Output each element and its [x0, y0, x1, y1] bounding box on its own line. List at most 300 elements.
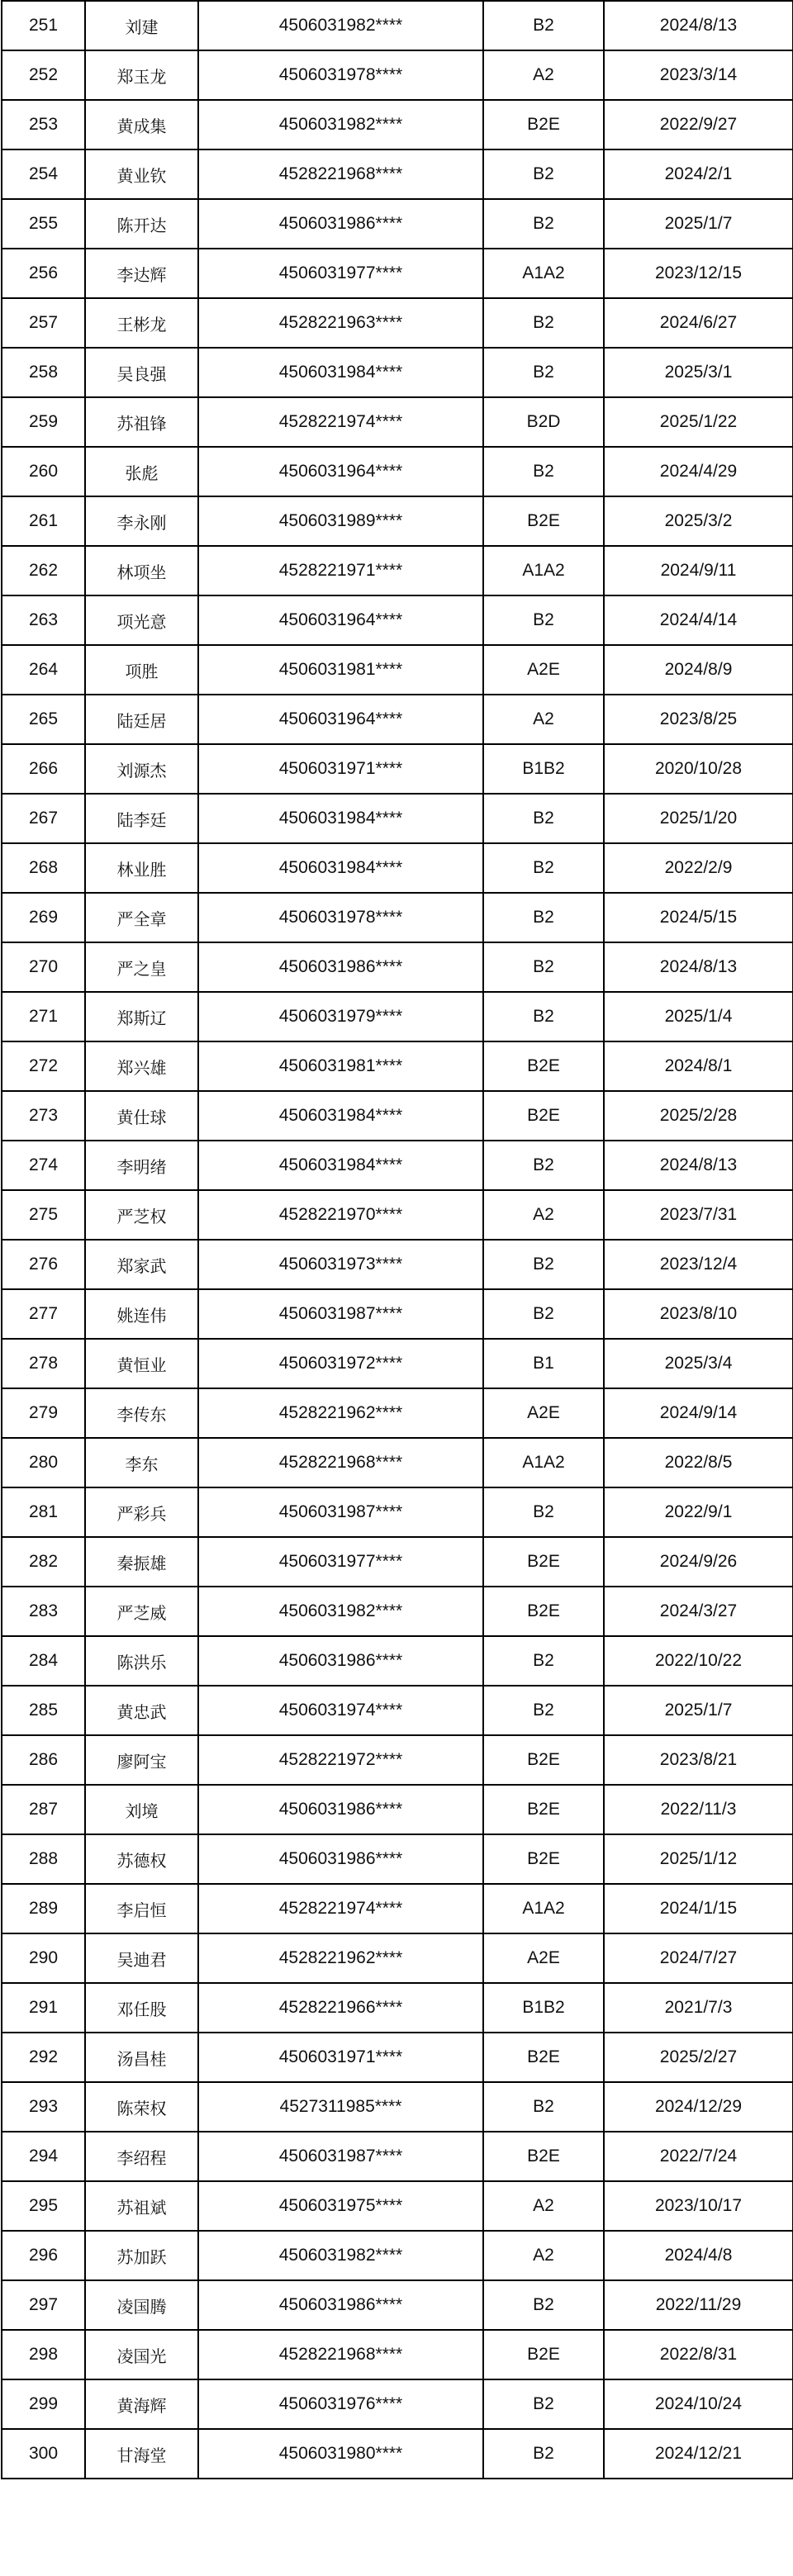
cell-license-class: A1A2 — [483, 249, 604, 298]
cell-index: 284 — [2, 1636, 85, 1686]
table-row — [2, 893, 793, 942]
cell-index: 259 — [2, 397, 85, 447]
cell-id-number: 4506031984**** — [198, 1091, 483, 1141]
table-row — [2, 595, 793, 645]
cell-index: 280 — [2, 1438, 85, 1487]
cell-id-number: 4506031984**** — [198, 348, 483, 397]
cell-date: 2025/3/1 — [604, 348, 793, 397]
table-row — [2, 942, 793, 992]
cell-id-number: 4506031984**** — [198, 794, 483, 843]
cell-license-class: B2E — [483, 1587, 604, 1636]
cell-license-class: B2 — [483, 1686, 604, 1735]
cell-license-class: A1A2 — [483, 1884, 604, 1933]
table-row — [2, 2231, 793, 2280]
cell-license-class: B2 — [483, 992, 604, 1041]
cell-name: 陈开达 — [85, 199, 198, 249]
cell-license-class: B2 — [483, 1487, 604, 1537]
cell-date: 2022/11/29 — [604, 2280, 793, 2330]
cell-name: 严芝威 — [85, 1587, 198, 1636]
cell-name: 刘建 — [85, 1, 198, 50]
cell-license-class: B2E — [483, 1091, 604, 1141]
cell-license-class: B2 — [483, 149, 604, 199]
cell-id-number: 4506031982**** — [198, 1, 483, 50]
cell-index: 281 — [2, 1487, 85, 1537]
cell-name: 陆李廷 — [85, 794, 198, 843]
table-row — [2, 546, 793, 595]
cell-index: 271 — [2, 992, 85, 1041]
cell-license-class: A2E — [483, 645, 604, 695]
cell-id-number: 4506031971**** — [198, 744, 483, 794]
cell-date: 2021/7/3 — [604, 1983, 793, 2033]
cell-date: 2024/6/27 — [604, 298, 793, 348]
cell-id-number: 4506031986**** — [198, 1636, 483, 1686]
table-row — [2, 1339, 793, 1388]
cell-name: 姚连伟 — [85, 1289, 198, 1339]
cell-index: 252 — [2, 50, 85, 100]
cell-license-class: B2E — [483, 1537, 604, 1587]
cell-license-class: B2 — [483, 1636, 604, 1686]
records-table-body — [2, 1, 793, 2479]
cell-license-class: B2 — [483, 2280, 604, 2330]
table-row — [2, 1983, 793, 2033]
table-row — [2, 2330, 793, 2379]
table-row — [2, 1041, 793, 1091]
cell-name: 李永刚 — [85, 496, 198, 546]
cell-date: 2022/9/27 — [604, 100, 793, 149]
table-row — [2, 1933, 793, 1983]
table-row — [2, 1240, 793, 1289]
cell-name: 郑家武 — [85, 1240, 198, 1289]
cell-index: 287 — [2, 1785, 85, 1834]
cell-license-class: B2 — [483, 893, 604, 942]
table-row — [2, 1, 793, 50]
cell-name: 张彪 — [85, 447, 198, 496]
cell-id-number: 4506031986**** — [198, 2280, 483, 2330]
cell-id-number: 4506031964**** — [198, 595, 483, 645]
table-row — [2, 2033, 793, 2082]
cell-index: 272 — [2, 1041, 85, 1091]
cell-date: 2024/9/14 — [604, 1388, 793, 1438]
cell-index: 257 — [2, 298, 85, 348]
cell-id-number: 4506031964**** — [198, 447, 483, 496]
cell-license-class: B2 — [483, 2082, 604, 2132]
cell-license-class: A2 — [483, 2181, 604, 2231]
cell-license-class: B2E — [483, 1735, 604, 1785]
cell-date: 2020/10/28 — [604, 744, 793, 794]
cell-index: 267 — [2, 794, 85, 843]
cell-name: 廖阿宝 — [85, 1735, 198, 1785]
cell-index: 270 — [2, 942, 85, 992]
cell-name: 项胜 — [85, 645, 198, 695]
table-row — [2, 199, 793, 249]
cell-date: 2022/10/22 — [604, 1636, 793, 1686]
cell-license-class: B2E — [483, 2132, 604, 2181]
cell-license-class: B2 — [483, 298, 604, 348]
table-row — [2, 1537, 793, 1587]
cell-id-number: 4506031982**** — [198, 2231, 483, 2280]
cell-id-number: 4506031984**** — [198, 1141, 483, 1190]
table-row — [2, 2429, 793, 2479]
cell-id-number: 4506031975**** — [198, 2181, 483, 2231]
cell-name: 凌国光 — [85, 2330, 198, 2379]
cell-index: 295 — [2, 2181, 85, 2231]
cell-id-number: 4506031974**** — [198, 1686, 483, 1735]
cell-index: 261 — [2, 496, 85, 546]
table-row — [2, 843, 793, 893]
cell-date: 2023/10/17 — [604, 2181, 793, 2231]
cell-id-number: 4506031987**** — [198, 1289, 483, 1339]
table-row — [2, 1438, 793, 1487]
cell-id-number: 4527311985**** — [198, 2082, 483, 2132]
cell-id-number: 4506031976**** — [198, 2379, 483, 2429]
cell-date: 2024/4/29 — [604, 447, 793, 496]
cell-id-number: 4506031986**** — [198, 1834, 483, 1884]
cell-id-number: 4506031972**** — [198, 1339, 483, 1388]
cell-license-class: B2 — [483, 1, 604, 50]
cell-name: 林业胜 — [85, 843, 198, 893]
table-row — [2, 1686, 793, 1735]
cell-name: 李绍程 — [85, 2132, 198, 2181]
cell-index: 254 — [2, 149, 85, 199]
cell-id-number: 4506031979**** — [198, 992, 483, 1041]
table-row — [2, 249, 793, 298]
cell-date: 2024/5/15 — [604, 893, 793, 942]
cell-name: 郑兴雄 — [85, 1041, 198, 1091]
cell-id-number: 4528221972**** — [198, 1735, 483, 1785]
table-row — [2, 1735, 793, 1785]
cell-id-number: 4506031971**** — [198, 2033, 483, 2082]
table-row — [2, 149, 793, 199]
cell-id-number: 4506031964**** — [198, 695, 483, 744]
table-row — [2, 2280, 793, 2330]
cell-license-class: B2E — [483, 2033, 604, 2082]
table-row — [2, 1388, 793, 1438]
cell-date: 2025/1/12 — [604, 1834, 793, 1884]
cell-license-class: B2D — [483, 397, 604, 447]
cell-date: 2022/8/5 — [604, 1438, 793, 1487]
cell-license-class: B2E — [483, 1785, 604, 1834]
cell-date: 2023/8/10 — [604, 1289, 793, 1339]
cell-index: 251 — [2, 1, 85, 50]
cell-name: 林项坐 — [85, 546, 198, 595]
cell-name: 凌国腾 — [85, 2280, 198, 2330]
table-row — [2, 1785, 793, 1834]
table-row — [2, 992, 793, 1041]
cell-license-class: A1A2 — [483, 546, 604, 595]
cell-date: 2023/3/14 — [604, 50, 793, 100]
cell-name: 严彩兵 — [85, 1487, 198, 1537]
cell-id-number: 4528221974**** — [198, 1884, 483, 1933]
cell-date: 2023/8/25 — [604, 695, 793, 744]
cell-license-class: B2 — [483, 942, 604, 992]
cell-license-class: B2 — [483, 447, 604, 496]
cell-license-class: B2 — [483, 2429, 604, 2479]
cell-id-number: 4506031986**** — [198, 199, 483, 249]
cell-name: 陈洪乐 — [85, 1636, 198, 1686]
cell-id-number: 4506031982**** — [198, 100, 483, 149]
cell-id-number: 4506031981**** — [198, 1041, 483, 1091]
cell-name: 项光意 — [85, 595, 198, 645]
cell-index: 262 — [2, 546, 85, 595]
cell-date: 2023/12/15 — [604, 249, 793, 298]
table-row — [2, 447, 793, 496]
cell-index: 296 — [2, 2231, 85, 2280]
cell-index: 260 — [2, 447, 85, 496]
cell-id-number: 4528221963**** — [198, 298, 483, 348]
cell-license-class: B2 — [483, 1141, 604, 1190]
cell-license-class: A1A2 — [483, 1438, 604, 1487]
cell-id-number: 4506031986**** — [198, 942, 483, 992]
cell-index: 293 — [2, 2082, 85, 2132]
cell-name: 吴迪君 — [85, 1933, 198, 1983]
cell-date: 2022/2/9 — [604, 843, 793, 893]
cell-index: 253 — [2, 100, 85, 149]
cell-date: 2024/4/8 — [604, 2231, 793, 2280]
cell-date: 2024/9/26 — [604, 1537, 793, 1587]
cell-license-class: B2E — [483, 1834, 604, 1884]
cell-license-class: B2 — [483, 2379, 604, 2429]
table-row — [2, 397, 793, 447]
cell-index: 268 — [2, 843, 85, 893]
cell-id-number: 4528221974**** — [198, 397, 483, 447]
table-row — [2, 695, 793, 744]
table-row — [2, 1884, 793, 1933]
cell-index: 266 — [2, 744, 85, 794]
cell-index: 256 — [2, 249, 85, 298]
cell-date: 2025/1/7 — [604, 1686, 793, 1735]
cell-date: 2022/11/3 — [604, 1785, 793, 1834]
cell-id-number: 4528221970**** — [198, 1190, 483, 1240]
cell-license-class: A2 — [483, 695, 604, 744]
cell-license-class: B2 — [483, 199, 604, 249]
cell-date: 2025/3/2 — [604, 496, 793, 546]
cell-id-number: 4506031977**** — [198, 1537, 483, 1587]
cell-index: 288 — [2, 1834, 85, 1884]
cell-id-number: 4506031987**** — [198, 2132, 483, 2181]
cell-name: 黄业钦 — [85, 149, 198, 199]
cell-name: 严之皇 — [85, 942, 198, 992]
cell-id-number: 4506031982**** — [198, 1587, 483, 1636]
table-row — [2, 1636, 793, 1686]
cell-license-class: B2 — [483, 794, 604, 843]
cell-date: 2024/1/15 — [604, 1884, 793, 1933]
cell-index: 297 — [2, 2280, 85, 2330]
cell-name: 李启恒 — [85, 1884, 198, 1933]
cell-index: 273 — [2, 1091, 85, 1141]
cell-index: 285 — [2, 1686, 85, 1735]
cell-id-number: 4528221968**** — [198, 149, 483, 199]
cell-date: 2024/12/21 — [604, 2429, 793, 2479]
cell-date: 2025/1/7 — [604, 199, 793, 249]
cell-index: 290 — [2, 1933, 85, 1983]
cell-id-number: 4528221962**** — [198, 1388, 483, 1438]
cell-index: 264 — [2, 645, 85, 695]
cell-index: 274 — [2, 1141, 85, 1190]
cell-id-number: 4506031981**** — [198, 645, 483, 695]
cell-date: 2022/7/24 — [604, 2132, 793, 2181]
cell-id-number: 4506031978**** — [198, 50, 483, 100]
cell-name: 苏祖锋 — [85, 397, 198, 447]
cell-index: 275 — [2, 1190, 85, 1240]
records-table — [1, 0, 793, 2479]
cell-name: 苏德权 — [85, 1834, 198, 1884]
cell-index: 277 — [2, 1289, 85, 1339]
table-row — [2, 744, 793, 794]
table-row — [2, 1289, 793, 1339]
cell-date: 2024/3/27 — [604, 1587, 793, 1636]
cell-license-class: A2 — [483, 2231, 604, 2280]
cell-license-class: B2E — [483, 2330, 604, 2379]
cell-index: 269 — [2, 893, 85, 942]
table-row — [2, 1587, 793, 1636]
cell-date: 2022/9/1 — [604, 1487, 793, 1537]
table-row — [2, 496, 793, 546]
table-row — [2, 794, 793, 843]
cell-id-number: 4506031977**** — [198, 249, 483, 298]
cell-index: 276 — [2, 1240, 85, 1289]
table-row — [2, 100, 793, 149]
cell-index: 263 — [2, 595, 85, 645]
table-row — [2, 2181, 793, 2231]
cell-id-number: 4506031973**** — [198, 1240, 483, 1289]
cell-date: 2023/8/21 — [604, 1735, 793, 1785]
table-row — [2, 2132, 793, 2181]
cell-date: 2024/8/1 — [604, 1041, 793, 1091]
cell-license-class: B1B2 — [483, 744, 604, 794]
cell-id-number: 4506031978**** — [198, 893, 483, 942]
cell-id-number: 4506031987**** — [198, 1487, 483, 1537]
cell-name: 黄忠武 — [85, 1686, 198, 1735]
table-row — [2, 1834, 793, 1884]
cell-date: 2024/8/9 — [604, 645, 793, 695]
cell-license-class: A2E — [483, 1388, 604, 1438]
table-row — [2, 298, 793, 348]
cell-date: 2024/9/11 — [604, 546, 793, 595]
cell-date: 2025/1/20 — [604, 794, 793, 843]
cell-id-number: 4506031989**** — [198, 496, 483, 546]
cell-name: 秦振雄 — [85, 1537, 198, 1587]
cell-date: 2024/7/27 — [604, 1933, 793, 1983]
cell-name: 汤昌桂 — [85, 2033, 198, 2082]
cell-license-class: B1B2 — [483, 1983, 604, 2033]
cell-id-number: 4528221968**** — [198, 1438, 483, 1487]
cell-id-number: 4506031980**** — [198, 2429, 483, 2479]
cell-license-class: B2 — [483, 348, 604, 397]
cell-date: 2022/8/31 — [604, 2330, 793, 2379]
cell-name: 黄海辉 — [85, 2379, 198, 2429]
cell-date: 2024/4/14 — [604, 595, 793, 645]
table-row — [2, 348, 793, 397]
cell-name: 严芝权 — [85, 1190, 198, 1240]
table-row — [2, 2082, 793, 2132]
cell-name: 李达辉 — [85, 249, 198, 298]
cell-date: 2025/1/4 — [604, 992, 793, 1041]
cell-id-number: 4528221966**** — [198, 1983, 483, 2033]
cell-date: 2025/2/27 — [604, 2033, 793, 2082]
cell-name: 陆廷居 — [85, 695, 198, 744]
cell-license-class: B2 — [483, 1289, 604, 1339]
table-row — [2, 1190, 793, 1240]
cell-name: 甘海堂 — [85, 2429, 198, 2479]
cell-index: 291 — [2, 1983, 85, 2033]
cell-name: 郑斯辽 — [85, 992, 198, 1041]
table-row — [2, 1141, 793, 1190]
cell-index: 283 — [2, 1587, 85, 1636]
cell-license-class: B2E — [483, 1041, 604, 1091]
cell-index: 300 — [2, 2429, 85, 2479]
cell-license-class: B2 — [483, 595, 604, 645]
cell-name: 苏祖斌 — [85, 2181, 198, 2231]
cell-license-class: B2E — [483, 100, 604, 149]
cell-name: 邓任股 — [85, 1983, 198, 2033]
cell-license-class: B2 — [483, 843, 604, 893]
cell-index: 282 — [2, 1537, 85, 1587]
cell-index: 265 — [2, 695, 85, 744]
cell-id-number: 4528221962**** — [198, 1933, 483, 1983]
cell-date: 2025/3/4 — [604, 1339, 793, 1388]
cell-name: 苏加跃 — [85, 2231, 198, 2280]
cell-date: 2024/8/13 — [604, 1141, 793, 1190]
cell-date: 2023/12/4 — [604, 1240, 793, 1289]
cell-date: 2024/12/29 — [604, 2082, 793, 2132]
cell-date: 2024/8/13 — [604, 1, 793, 50]
cell-id-number: 4506031986**** — [198, 1785, 483, 1834]
cell-date: 2024/8/13 — [604, 942, 793, 992]
cell-id-number: 4528221971**** — [198, 546, 483, 595]
table-row — [2, 1091, 793, 1141]
cell-index: 258 — [2, 348, 85, 397]
cell-name: 王彬龙 — [85, 298, 198, 348]
cell-index: 278 — [2, 1339, 85, 1388]
cell-name: 李明绪 — [85, 1141, 198, 1190]
cell-index: 299 — [2, 2379, 85, 2429]
cell-date: 2025/1/22 — [604, 397, 793, 447]
cell-name: 刘源杰 — [85, 744, 198, 794]
cell-id-number: 4528221968**** — [198, 2330, 483, 2379]
cell-license-class: B2E — [483, 496, 604, 546]
cell-name: 郑玉龙 — [85, 50, 198, 100]
cell-date: 2024/10/24 — [604, 2379, 793, 2429]
cell-name: 李传东 — [85, 1388, 198, 1438]
cell-index: 289 — [2, 1884, 85, 1933]
cell-name: 黄成集 — [85, 100, 198, 149]
table-row — [2, 645, 793, 695]
cell-license-class: A2 — [483, 50, 604, 100]
cell-index: 286 — [2, 1735, 85, 1785]
cell-license-class: A2 — [483, 1190, 604, 1240]
cell-license-class: B1 — [483, 1339, 604, 1388]
cell-name: 李东 — [85, 1438, 198, 1487]
cell-index: 255 — [2, 199, 85, 249]
table-row — [2, 50, 793, 100]
cell-date: 2024/2/1 — [604, 149, 793, 199]
cell-license-class: A2E — [483, 1933, 604, 1983]
cell-name: 严全章 — [85, 893, 198, 942]
cell-index: 298 — [2, 2330, 85, 2379]
cell-name: 陈荣权 — [85, 2082, 198, 2132]
table-row — [2, 1487, 793, 1537]
table-row — [2, 2379, 793, 2429]
cell-name: 刘境 — [85, 1785, 198, 1834]
cell-index: 279 — [2, 1388, 85, 1438]
cell-license-class: B2 — [483, 1240, 604, 1289]
cell-index: 292 — [2, 2033, 85, 2082]
cell-name: 黄恒业 — [85, 1339, 198, 1388]
cell-id-number: 4506031984**** — [198, 843, 483, 893]
cell-name: 黄仕球 — [85, 1091, 198, 1141]
cell-date: 2023/7/31 — [604, 1190, 793, 1240]
cell-index: 294 — [2, 2132, 85, 2181]
